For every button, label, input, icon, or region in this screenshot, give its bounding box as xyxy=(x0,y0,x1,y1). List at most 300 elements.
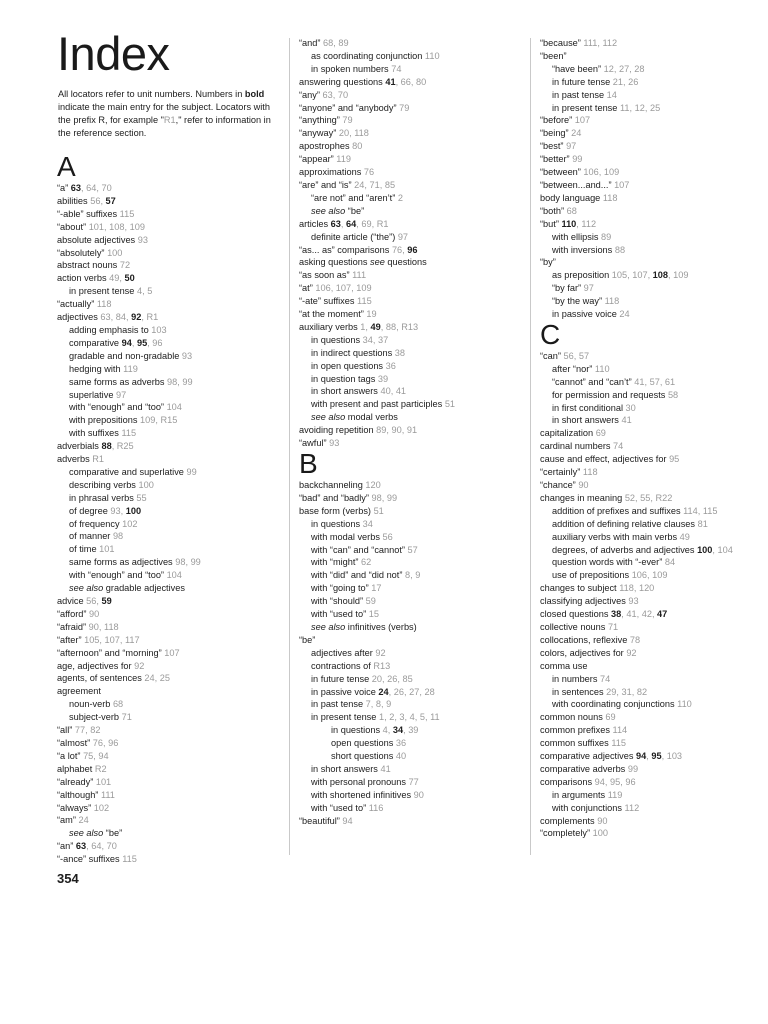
index-column-2 xyxy=(299,37,455,827)
locator: 37 xyxy=(377,334,389,345)
entry-term: with “enough” and “too” xyxy=(69,402,164,413)
index-entry xyxy=(57,234,201,247)
main-locator: 63 xyxy=(70,183,82,193)
entry-term: “appear” xyxy=(299,154,334,165)
locator: R1 xyxy=(92,454,104,465)
entry-locators: 118, 120 xyxy=(619,583,655,594)
entry-locators xyxy=(119,428,136,438)
entry-locators xyxy=(117,209,134,219)
locator: 59 xyxy=(365,596,376,607)
locator: 56 xyxy=(90,195,101,206)
entry-locators xyxy=(627,635,640,645)
locator: 72 xyxy=(119,260,131,271)
index-subentry xyxy=(540,569,733,582)
index-entry xyxy=(540,763,733,776)
index-subentry xyxy=(57,582,201,595)
index-entry xyxy=(540,205,733,218)
entry-locators xyxy=(570,154,583,164)
entry-term: with “can” and “cannot” xyxy=(311,544,405,555)
locator: 41 xyxy=(395,386,407,397)
locator: 39 xyxy=(377,373,389,384)
entry-term: “certainly” xyxy=(540,467,581,478)
entry-locators: 68, 89 xyxy=(323,38,349,48)
entry-term: “best” xyxy=(540,141,564,152)
locator: 41 xyxy=(621,415,632,426)
locator: 79 xyxy=(342,115,353,126)
index-subentry xyxy=(299,595,455,608)
entry-locators: 106, 109 xyxy=(631,570,668,581)
entry-term: in sentences xyxy=(552,686,604,697)
locator: 84 xyxy=(115,312,126,323)
entry-locators xyxy=(395,232,408,242)
locator: 109 xyxy=(140,415,156,426)
locator: 100 xyxy=(592,828,608,839)
entry-locators: 94, 95, 103 xyxy=(636,751,683,762)
entry-locators xyxy=(105,248,123,258)
locator: 103 xyxy=(666,751,683,762)
entry-term: age, adjectives for xyxy=(57,660,132,671)
entry-term: auxiliary verbs with main verbs xyxy=(552,531,678,542)
entry-locators: 41, 66, 80 xyxy=(385,76,427,87)
index-subentry xyxy=(299,763,455,776)
entry-locators xyxy=(92,764,106,774)
index-entry xyxy=(540,256,733,269)
entry-locators: 63, 84, 92, R1 xyxy=(100,312,159,323)
entry-locators xyxy=(86,609,99,619)
entry-locators xyxy=(366,803,383,813)
index-subentry xyxy=(299,347,455,360)
index-subentry xyxy=(57,363,201,376)
entry-locators xyxy=(389,64,402,74)
index-subentry xyxy=(299,360,455,373)
index-entry xyxy=(299,127,455,140)
entry-term: “between” xyxy=(540,167,581,178)
index-subentry xyxy=(540,698,733,711)
index-entry xyxy=(299,256,455,269)
entry-term: “by” xyxy=(540,257,556,268)
main-locator: 34 xyxy=(392,725,404,736)
entry-term: capitalization xyxy=(540,428,594,439)
locator: 17 xyxy=(371,583,382,594)
index-entry xyxy=(540,192,733,205)
index-entry xyxy=(540,647,733,660)
locator: 41 xyxy=(634,376,645,387)
entry-term: apostrophes xyxy=(299,141,350,152)
column-divider-1 xyxy=(289,38,290,855)
index-subentry xyxy=(57,466,201,479)
entry-locators: 56, 59 xyxy=(86,596,112,606)
entry-locators xyxy=(572,115,590,125)
index-subentry xyxy=(540,556,733,569)
entry-locators xyxy=(619,415,632,425)
entry-term: question words with “-ever” xyxy=(552,557,663,568)
entry-term: changes to subject xyxy=(540,583,617,594)
index-entry xyxy=(540,153,733,166)
locator: 101 xyxy=(99,544,115,555)
entry-locators: 76, 96 xyxy=(391,244,418,255)
index-column-3 xyxy=(540,37,733,840)
locator: 90 xyxy=(413,789,424,800)
entry-term: colors, adjectives for xyxy=(540,647,624,658)
locator: 69 xyxy=(595,428,606,439)
locator: 55 xyxy=(640,492,651,503)
locator: 85 xyxy=(384,179,396,190)
entry-term: adjectives after xyxy=(311,647,373,658)
main-locator: 38 xyxy=(611,609,622,620)
index-subentry xyxy=(540,89,733,102)
index-subentry xyxy=(299,398,455,411)
entry-term: “afraid” xyxy=(57,621,87,632)
locator: 104 xyxy=(166,570,182,581)
index-subentry xyxy=(57,285,201,298)
locator: 41 xyxy=(380,763,391,774)
index-entry xyxy=(299,102,455,115)
entry-locators: 88, R25 xyxy=(101,441,134,452)
locator: 63 xyxy=(322,89,333,100)
main-locator: 88 xyxy=(101,441,112,452)
entry-locators xyxy=(667,454,680,464)
index-entry xyxy=(57,298,201,311)
entry-locators xyxy=(612,180,630,190)
page-number: 354 xyxy=(57,871,79,886)
locator: 108 xyxy=(109,221,125,232)
main-locator: 95 xyxy=(651,751,662,762)
index-entry xyxy=(57,763,201,776)
entry-term: “afford” xyxy=(57,608,87,619)
see-also-label: see also xyxy=(69,583,104,594)
entry-locators xyxy=(624,648,637,658)
locator: 64 xyxy=(86,183,97,193)
locator: 107 xyxy=(574,115,591,126)
locator: 106 xyxy=(315,283,331,294)
entry-term: “actually” xyxy=(57,299,95,310)
entry-term: “all” xyxy=(57,725,73,736)
entry-locators: 1, 49, 88, R13 xyxy=(360,321,419,332)
locator: 85 xyxy=(402,673,413,684)
index-entry xyxy=(299,166,455,179)
locator: 94 xyxy=(594,776,605,787)
index-subentry xyxy=(299,673,455,686)
entry-term: “beautiful” xyxy=(299,815,340,826)
locator: 99 xyxy=(182,376,193,387)
entry-term: gradable and non-gradable xyxy=(69,350,180,361)
entry-term: modal verbs xyxy=(345,412,398,423)
locator: 71 xyxy=(369,179,380,190)
entry-locators xyxy=(117,260,130,270)
index-subentry xyxy=(299,385,455,398)
entry-locators xyxy=(393,738,406,748)
entry-term: contractions of xyxy=(311,660,371,671)
locator: 115 xyxy=(121,428,137,439)
locator: 103 xyxy=(151,324,167,335)
locator: 118 xyxy=(619,583,634,594)
locator: 98 xyxy=(112,531,124,542)
locator: 96 xyxy=(625,776,636,787)
entry-locators xyxy=(361,167,374,177)
locator: 36 xyxy=(385,360,396,371)
locator: 118 xyxy=(104,621,119,632)
locator: 27 xyxy=(409,686,420,697)
index-entry xyxy=(540,179,733,192)
entry-term: “after” xyxy=(57,634,82,645)
locator: 109 xyxy=(673,270,689,281)
locator: 97 xyxy=(397,231,409,242)
locator: 5 xyxy=(147,286,153,297)
entry-locators xyxy=(113,390,126,400)
index-subentry xyxy=(57,427,201,440)
entry-term: “-ate” suffixes xyxy=(299,296,355,307)
locator: 112 xyxy=(581,218,597,229)
entry-locators: 63, 64, 70 xyxy=(70,183,112,193)
entry-locators xyxy=(136,480,154,490)
see-label: see xyxy=(370,257,385,268)
index-entry xyxy=(540,127,733,140)
index-subentry xyxy=(299,231,455,244)
entry-term: auxiliary verbs xyxy=(299,321,358,332)
entry-term: comparative adverbs xyxy=(540,763,626,774)
entry-term: common nouns xyxy=(540,712,603,723)
index-entry xyxy=(299,282,455,295)
entry-locators: 106, 107, 109 xyxy=(315,283,372,294)
index-entry xyxy=(57,608,201,621)
locator: 91 xyxy=(406,425,418,436)
entry-term: with “did” and “did not” xyxy=(311,570,403,581)
entry-term: adjectives xyxy=(57,312,98,323)
entry-locators: 75, 94 xyxy=(83,750,109,761)
main-locator: 100 xyxy=(125,505,142,516)
see-also-label: see also xyxy=(311,412,346,423)
locator: 107 xyxy=(104,634,120,645)
locator: 97 xyxy=(116,389,127,400)
index-entry xyxy=(540,50,733,63)
entry-locators xyxy=(340,816,353,826)
index-subentry xyxy=(57,505,201,518)
entry-locators: 49, 50 xyxy=(109,273,135,284)
locator: 11 xyxy=(430,712,440,723)
entry-locators: 24, 26, 27, 28 xyxy=(378,686,435,697)
locator: 52 xyxy=(624,492,636,503)
locator: 99 xyxy=(386,492,398,503)
index-subentry xyxy=(540,63,733,76)
entry-term: “awful” xyxy=(299,438,327,449)
entry-locators xyxy=(600,193,617,203)
index-subentry xyxy=(540,673,733,686)
index-entry xyxy=(540,621,733,634)
locator: 107 xyxy=(164,647,180,658)
entry-locators xyxy=(392,348,405,358)
locator: 112 xyxy=(624,802,640,813)
see-also-label: see also xyxy=(69,828,104,839)
entry-term: for permission and requests xyxy=(552,389,666,400)
index-entry xyxy=(299,479,455,492)
index-subentry xyxy=(299,621,455,634)
index-entry xyxy=(540,660,733,673)
locator: 21 xyxy=(612,76,624,87)
index-entry xyxy=(299,437,455,450)
entry-locators: 101, 108, 109 xyxy=(88,221,145,232)
entry-term: “are not” and “aren’t” xyxy=(311,192,396,203)
entry-locators xyxy=(334,154,351,164)
entry-term: in future tense xyxy=(552,76,611,87)
entry-term: superlative xyxy=(69,389,114,400)
entry-term: adverbials xyxy=(57,441,99,452)
entry-term: in future tense xyxy=(311,673,370,684)
main-locator: 64 xyxy=(346,218,357,229)
entry-term: “been” xyxy=(540,50,567,61)
entry-term: “both” xyxy=(540,205,565,216)
entry-locators: 93, 100 xyxy=(110,505,142,516)
entry-locators: 20, 118 xyxy=(338,128,369,139)
locator: 68 xyxy=(323,38,334,48)
index-subentry xyxy=(299,518,455,531)
locator: 8 xyxy=(404,570,411,581)
index-entry xyxy=(540,479,733,492)
entry-locators xyxy=(93,777,111,787)
locator: 100 xyxy=(107,247,123,258)
entry-term: cardinal numbers xyxy=(540,441,611,452)
index-entry xyxy=(540,776,733,789)
entry-locators: 41, 57, 61 xyxy=(634,376,676,387)
entry-term: “between...and...” xyxy=(540,179,612,190)
index-entry xyxy=(540,711,733,724)
index-entry xyxy=(57,182,201,195)
index-subentry xyxy=(540,308,733,321)
entry-term: “be” xyxy=(103,828,123,839)
entry-term: with coordinating conjunctions xyxy=(552,699,675,710)
locator: 42 xyxy=(641,609,652,620)
locator: 39 xyxy=(408,725,419,736)
index-subentry xyxy=(299,531,455,544)
entry-term: with conjunctions xyxy=(552,802,622,813)
main-locator: 57 xyxy=(105,195,116,206)
index-subentry xyxy=(299,686,455,699)
index-subentry xyxy=(299,192,455,205)
entry-term: in questions xyxy=(331,725,381,736)
entry-term: “before” xyxy=(540,115,573,126)
entry-locators xyxy=(393,751,406,761)
main-locator: 59 xyxy=(101,596,112,606)
locator: 107 xyxy=(335,283,352,294)
intro-text-3: ," refer to information in the reference section. xyxy=(58,115,271,138)
entry-term: with prepositions xyxy=(69,415,138,426)
main-locator: 94 xyxy=(121,337,132,348)
entry-locators: 63, 64, 69, R1 xyxy=(330,218,389,229)
entry-locators xyxy=(97,544,115,554)
locator: 20 xyxy=(338,128,350,139)
entry-term: action verbs xyxy=(57,273,107,284)
locator: 75 xyxy=(83,750,94,761)
entry-term: “be” xyxy=(299,634,316,645)
entry-term: comparative and superlative xyxy=(69,466,184,477)
index-subentry xyxy=(57,350,201,363)
entry-locators: 56, 57 xyxy=(90,195,116,206)
entry-locators xyxy=(179,351,192,361)
entry-term: comparative xyxy=(69,337,120,348)
entry-term: noun-verb xyxy=(69,699,111,710)
entry-locators xyxy=(373,648,386,658)
locator: 88 xyxy=(385,321,397,332)
entry-locators xyxy=(604,90,617,100)
entry-term: in phrasal verbs xyxy=(69,492,134,503)
locator: 109 xyxy=(356,283,372,294)
locator: 102 xyxy=(122,518,138,529)
index-entry xyxy=(299,89,455,102)
entry-locators xyxy=(612,245,625,255)
entry-term: in open questions xyxy=(311,360,384,371)
index-entry xyxy=(299,424,455,437)
locator: R1 xyxy=(146,312,159,323)
index-subentry xyxy=(299,373,455,386)
locator: 20 xyxy=(371,673,383,684)
entry-term: absolute adjectives xyxy=(57,234,136,245)
locator: 115 xyxy=(702,505,718,516)
entry-locators xyxy=(350,270,367,280)
locator: 105 xyxy=(611,270,628,281)
index-subentry xyxy=(299,582,455,595)
locator: 57 xyxy=(649,376,660,387)
index-entry xyxy=(57,840,201,853)
entry-term: in numbers xyxy=(552,673,598,684)
locator: 107 xyxy=(614,179,630,190)
index-subentry xyxy=(57,389,201,402)
entry-term: with “might” xyxy=(311,557,359,568)
locator: 41 xyxy=(626,609,637,620)
index-entry xyxy=(57,621,201,634)
locator: 55 xyxy=(136,492,147,503)
entry-term: open questions xyxy=(331,738,394,749)
index-entry xyxy=(57,737,201,750)
entry-term: “as soon as” xyxy=(299,270,350,281)
entry-term: comparisons xyxy=(540,776,593,787)
entry-locators: 98, 99 xyxy=(371,492,398,503)
locator: 119 xyxy=(123,363,138,374)
entry-locators xyxy=(371,506,384,516)
locator: 7 xyxy=(365,699,371,710)
entry-locators: 77, 82 xyxy=(74,725,101,736)
entry-locators: 94, 95, 96 xyxy=(121,337,163,348)
entry-term: in arguments xyxy=(552,789,606,800)
entry-locators: 29, 31, 82 xyxy=(606,686,648,697)
locator: 89 xyxy=(376,425,387,436)
locator: 26 xyxy=(628,76,639,87)
main-locator: 110 xyxy=(561,218,577,229)
locator: 114 xyxy=(683,505,698,516)
entry-term: in questions xyxy=(311,518,361,529)
entry-term: “any” xyxy=(299,89,320,100)
entry-locators xyxy=(625,764,638,774)
locator: 109 xyxy=(603,167,620,178)
index-entry xyxy=(540,724,733,737)
locator: 106 xyxy=(583,167,599,178)
main-locator: 100 xyxy=(697,544,713,555)
index-entry xyxy=(299,634,455,647)
locator: R1 xyxy=(376,218,389,229)
entry-locators: 4, 5 xyxy=(136,286,153,297)
entry-term: “are” and “is” xyxy=(299,179,352,190)
entry-term: of frequency xyxy=(69,518,120,529)
entry-term: “a lot” xyxy=(57,750,81,761)
entry-locators xyxy=(94,299,111,309)
entry-term: “being” xyxy=(540,128,569,139)
main-locator: 63 xyxy=(330,218,341,229)
index-subentry xyxy=(540,295,733,308)
entry-term: answering questions xyxy=(299,76,383,87)
locator: 61 xyxy=(664,376,676,387)
entry-locators xyxy=(564,141,577,151)
entry-term: addition of defining relative clauses xyxy=(552,518,696,529)
index-entry xyxy=(540,166,733,179)
entry-locators xyxy=(371,661,390,671)
